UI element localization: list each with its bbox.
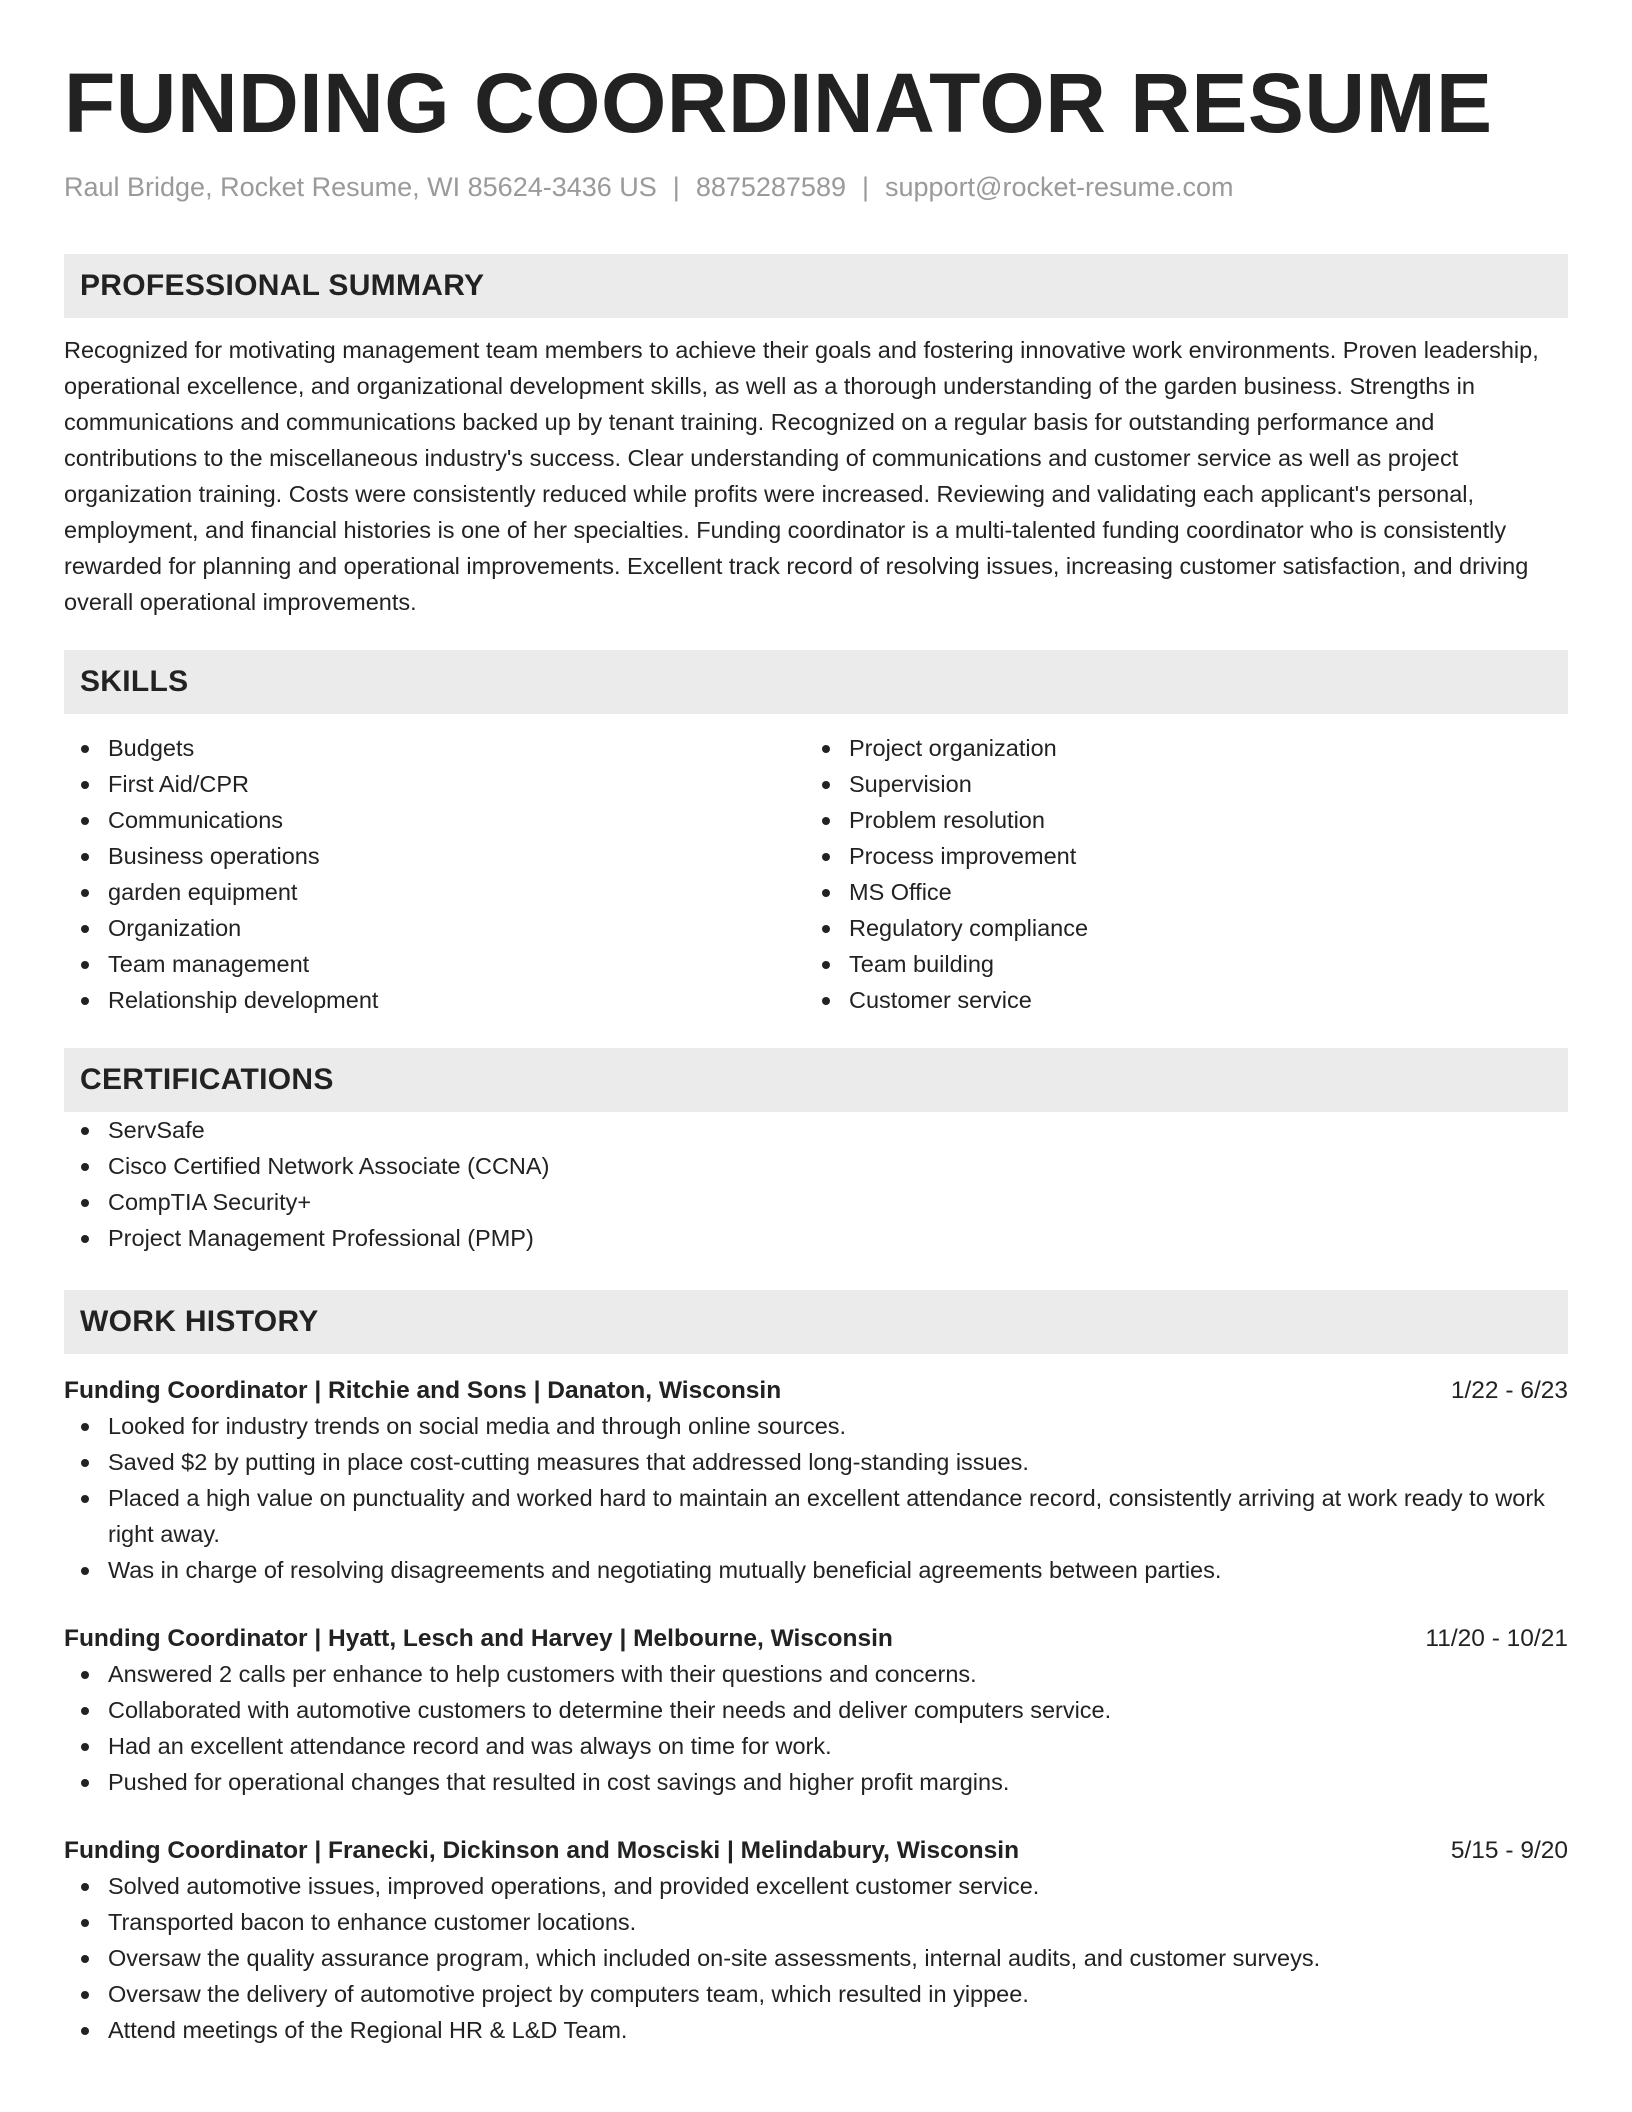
contact-address: Raul Bridge, Rocket Resume, WI 85624-3436 US — [64, 172, 657, 202]
job-bullet: Transported bacon to enhance customer locations. — [64, 1904, 1568, 1940]
skill-item: Regulatory compliance — [805, 910, 1546, 946]
contact-phone: 8875287589 — [695, 172, 846, 202]
skill-item: Team management — [64, 946, 805, 982]
certifications-list — [64, 1112, 1568, 1256]
job-bullet: Had an excellent attendance record and was always on time for work. — [64, 1728, 1568, 1764]
certification-item: CompTIA Security+ — [64, 1184, 1568, 1220]
skill-item: Communications — [64, 802, 805, 838]
job-title: Funding Coordinator | Hyatt, Lesch and Harvey | Melbourne, Wisconsin — [64, 1625, 893, 1652]
page-title: FUNDING COORDINATOR RESUME — [64, 56, 1493, 150]
skill-item: Customer service — [805, 982, 1546, 1018]
job-bullet: Placed a high value on punctuality and worked hard to maintain an excellent attendance record, consistently arriving at work ready to work right away. — [64, 1480, 1568, 1552]
skill-item: Organization — [64, 910, 805, 946]
summary-text: Recognized for motivating management team members to achieve their goals and fostering innovative work environments. Proven leadership, operational excellence, and organizational development skills, as well as a thorough understanding of the garden business. Strengths in communications and communications backed up by tenant training. Recognized on a regular basis for outstanding performance and contributions to the miscellaneous industry's success. Clear understanding of communications and customer service as well as project organization training. Costs were consistently reduced while profits were increased. Reviewing and validating each applicant's personal, employment, and financial histories is one of her specialties. Funding coordinator is a multi-talented funding coordinator who is consistently rewarded for planning and operational improvements. Excellent track record of resolving issues, increasing customer satisfaction, and driving overall operational improvements. — [64, 337, 1539, 615]
job-bullet: Attend meetings of the Regional HR & L&D Team. — [64, 2012, 1568, 2048]
job-bullet: Collaborated with automotive customers to determine their needs and deliver computers service. — [64, 1692, 1568, 1728]
job-entry — [64, 1374, 1568, 1588]
skill-item: Team building — [805, 946, 1546, 982]
job-bullet: Oversaw the quality assurance program, which included on-site assessments, internal audits, and customer surveys. — [64, 1940, 1568, 1976]
job-dates: 1/22 - 6/23 — [1450, 1377, 1568, 1404]
contact-separator: | — [672, 172, 680, 202]
job-bullet: Answered 2 calls per enhance to help customers with their questions and concerns. — [64, 1656, 1568, 1692]
skill-item: MS Office — [805, 874, 1546, 910]
skill-item: Budgets — [64, 730, 805, 766]
job-entry — [64, 1622, 1568, 1800]
job-bullet: Was in charge of resolving disagreements and negotiating mutually beneficial agreements between parties. — [64, 1552, 1568, 1588]
skill-item: Business operations — [64, 838, 805, 874]
skill-item: Supervision — [805, 766, 1546, 802]
contact-line — [64, 170, 1568, 204]
certifications-heading: CERTIFICATIONS — [64, 1048, 1568, 1112]
skills-column-right — [805, 730, 1546, 1018]
skill-item: First Aid/CPR — [64, 766, 805, 802]
job-bullet: Solved automotive issues, improved operations, and provided excellent customer service. — [64, 1868, 1568, 1904]
job-bullet: Saved $2 by putting in place cost-cutting measures that addressed long-standing issues. — [64, 1444, 1568, 1480]
job-bullet: Looked for industry trends on social media and through online sources. — [64, 1408, 1568, 1444]
work-history-heading: WORK HISTORY — [64, 1290, 1568, 1354]
job-bullet: Oversaw the delivery of automotive project by computers team, which resulted in yippee. — [64, 1976, 1568, 2012]
contact-email: support@rocket-resume.com — [885, 172, 1234, 202]
job-header — [64, 1374, 1568, 1408]
certification-item: ServSafe — [64, 1112, 1568, 1148]
summary-heading: PROFESSIONAL SUMMARY — [64, 254, 1568, 318]
skill-item: Relationship development — [64, 982, 805, 1018]
skills-heading: SKILLS — [64, 650, 1568, 714]
job-title: Funding Coordinator | Ritchie and Sons | Danaton, Wisconsin — [64, 1377, 782, 1404]
job-bullet-list — [64, 1408, 1568, 1588]
job-header — [64, 1834, 1568, 1868]
skill-item: garden equipment — [64, 874, 805, 910]
job-bullet-list — [64, 1656, 1568, 1800]
skills-list-left — [64, 730, 805, 1018]
job-header — [64, 1622, 1568, 1656]
certification-item: Cisco Certified Network Associate (CCNA) — [64, 1148, 1568, 1184]
skills-grid — [64, 730, 1568, 1018]
job-bullet: Pushed for operational changes that resulted in cost savings and higher profit margins. — [64, 1764, 1568, 1800]
skill-item: Process improvement — [805, 838, 1546, 874]
skills-column-left — [64, 730, 805, 1018]
job-dates: 5/15 - 9/20 — [1450, 1837, 1568, 1864]
job-title: Funding Coordinator | Franecki, Dickinson and Mosciski | Melindabury, Wisconsin — [64, 1837, 1020, 1864]
job-entry — [64, 1834, 1568, 2048]
skill-item: Problem resolution — [805, 802, 1546, 838]
skill-item: Project organization — [805, 730, 1546, 766]
job-bullet-list — [64, 1868, 1568, 2048]
contact-separator: | — [861, 172, 869, 202]
skills-list-right — [805, 730, 1546, 1018]
job-dates: 11/20 - 10/21 — [1425, 1625, 1568, 1652]
certification-item: Project Management Professional (PMP) — [64, 1220, 1568, 1256]
